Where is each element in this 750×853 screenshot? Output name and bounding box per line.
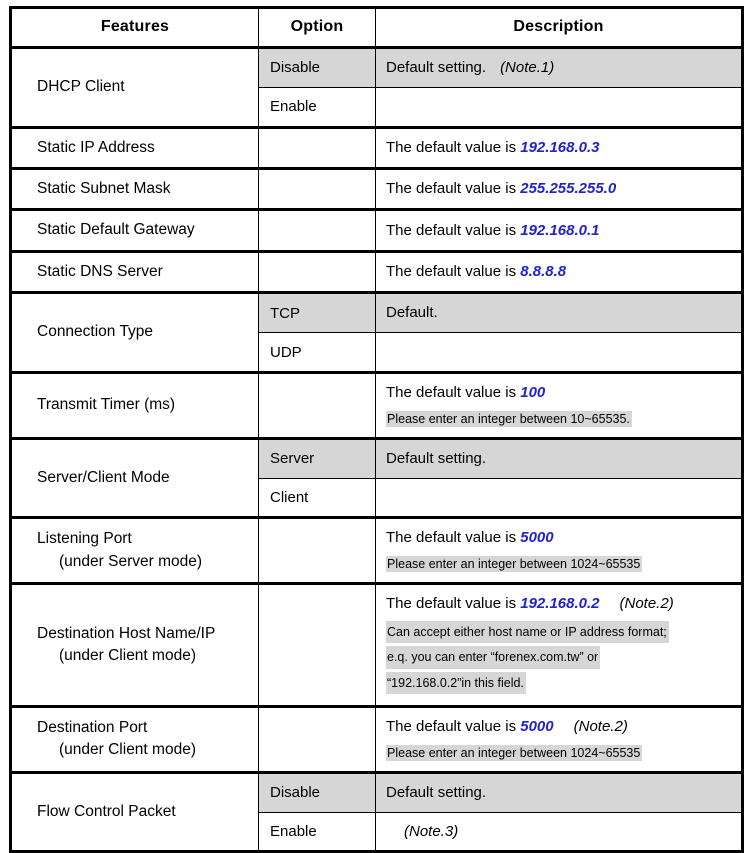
description-text: Default setting.: [386, 59, 487, 76]
description-line: [386, 57, 735, 79]
description-text: The default value is: [386, 595, 517, 613]
hint-line: Please enter an integer between 1024~65535: [387, 557, 641, 572]
description-line: [386, 96, 735, 118]
network-settings-table: [9, 6, 744, 853]
description-line: [386, 527, 735, 549]
hint-line: Please enter an integer between 1024~65535: [387, 745, 641, 760]
table-row: [11, 48, 743, 88]
feature-cell: [11, 706, 259, 772]
feature-cell: [11, 372, 259, 438]
option-cell: [259, 293, 376, 333]
default-value: 100: [520, 383, 546, 401]
table-row: [11, 210, 743, 251]
description-cell: [376, 168, 743, 209]
column-header-features: Features: [11, 8, 259, 48]
table-row: [11, 438, 743, 478]
description-hint: [386, 743, 735, 763]
option-label: Client: [270, 489, 309, 506]
feature-cell: [11, 772, 259, 852]
description-line: [386, 178, 735, 200]
description-line: [386, 716, 735, 738]
description-cell: [376, 127, 743, 168]
feature-cell: [11, 127, 259, 168]
table-row: [11, 372, 743, 438]
default-value: 5000: [520, 529, 554, 547]
description-text: The default value is: [386, 138, 517, 156]
option-cell: [259, 812, 376, 852]
description-text: Default setting.: [386, 449, 487, 467]
description-text: The default value is: [386, 263, 517, 281]
option-cell: [259, 772, 376, 812]
feature-label: Destination Host Name/IP: [37, 624, 216, 642]
description-cell: [376, 372, 743, 438]
option-cell: [259, 168, 376, 209]
description-text: Default.: [386, 304, 438, 322]
option-label: Server: [270, 450, 315, 468]
feature-cell: [11, 168, 259, 209]
description-text: The default value is: [386, 529, 517, 547]
option-label: Enable: [270, 98, 317, 116]
description-line: [386, 261, 735, 283]
description-hint: [386, 554, 735, 574]
column-header-option: Option: [259, 8, 376, 48]
feature-label: Transmit Timer (ms): [37, 396, 176, 414]
note-reference: (Note.2): [573, 717, 628, 735]
description-cell: [376, 518, 743, 584]
description-cell: [376, 251, 743, 292]
feature-label: Static Subnet Mask: [37, 179, 171, 197]
default-value: 192.168.0.1: [520, 221, 600, 239]
table-row: [11, 584, 743, 707]
feature-cell: [11, 210, 259, 251]
feature-label: Destination Port: [37, 718, 148, 736]
description-cell: [376, 87, 743, 127]
description-line: [386, 137, 735, 159]
table-body: [11, 48, 743, 852]
hint-line: Can accept either host name or IP address format;: [386, 621, 669, 643]
description-cell: [376, 478, 743, 518]
default-value: 255.255.255.0: [520, 180, 617, 198]
description-text: The default value is: [386, 717, 517, 735]
description-hint: [386, 409, 735, 429]
feature-sublabel: (under Server mode): [59, 552, 203, 570]
description-line: [386, 382, 735, 404]
table-row: [11, 706, 743, 772]
description-line: [386, 341, 735, 363]
feature-label: Static Default Gateway: [37, 221, 195, 239]
option-cell: [259, 251, 376, 292]
option-cell: [259, 478, 376, 518]
table-row: [11, 518, 743, 584]
feature-label: Static DNS Server: [37, 262, 163, 280]
feature-label: Connection Type: [37, 323, 154, 341]
note-reference: (Note.1): [500, 59, 555, 76]
default-value: 8.8.8.8: [520, 263, 567, 281]
feature-label: DHCP Client: [37, 78, 125, 96]
feature-cell: [11, 48, 259, 128]
option-cell: [259, 48, 376, 88]
description-hint: [386, 621, 735, 697]
feature-cell: [11, 251, 259, 292]
option-cell: [259, 210, 376, 251]
note-reference: (Note.3): [404, 822, 459, 840]
feature-cell: [11, 518, 259, 584]
option-cell: [259, 584, 376, 707]
table-row: [11, 127, 743, 168]
feature-cell: [11, 293, 259, 373]
option-label: UDP: [270, 343, 302, 361]
feature-label: Server/Client Mode: [37, 468, 170, 486]
header-row: [11, 8, 743, 48]
feature-label: Static IP Address: [37, 138, 155, 156]
description-cell: [376, 210, 743, 251]
description-cell: [376, 772, 743, 812]
description-line: [386, 302, 735, 324]
description-cell: [376, 333, 743, 373]
description-text: Default setting.: [386, 783, 487, 801]
note-reference: (Note.2): [619, 595, 674, 613]
option-label: Enable: [270, 823, 317, 840]
option-cell: [259, 333, 376, 373]
description-cell: [376, 812, 743, 852]
feature-cell: [11, 584, 259, 707]
option-cell: [259, 518, 376, 584]
description-cell: [376, 48, 743, 88]
option-label: TCP: [270, 304, 300, 322]
option-cell: [259, 372, 376, 438]
hint-line: “192.168.0.2”in this field.: [386, 672, 526, 694]
default-value: 5000: [520, 717, 554, 735]
table-header: [11, 8, 743, 48]
default-value: 192.168.0.2: [520, 595, 600, 613]
description-cell: [376, 584, 743, 707]
hint-line: e.q. you can enter “forenex.com.tw” or: [386, 646, 600, 668]
description-text: The default value is: [386, 180, 517, 198]
description-line: [386, 782, 735, 804]
description-line: [386, 821, 735, 843]
feature-label: Listening Port: [37, 530, 132, 548]
feature-label: Flow Control Packet: [37, 802, 176, 820]
description-line: [386, 487, 735, 509]
feature-sublabel: (under Client mode): [59, 647, 196, 665]
option-cell: [259, 127, 376, 168]
description-cell: [376, 706, 743, 772]
description-line: [386, 448, 735, 470]
option-cell: [259, 706, 376, 772]
description-line: [386, 593, 735, 615]
description-line: [386, 220, 735, 242]
table-row: [11, 772, 743, 812]
hint-line: Please enter an integer between 10~65535.: [387, 411, 630, 426]
feature-cell: [11, 438, 259, 518]
description-text: The default value is: [386, 383, 517, 401]
option-cell: [259, 87, 376, 127]
default-value: 192.168.0.3: [520, 138, 600, 156]
feature-sublabel: (under Client mode): [59, 741, 196, 759]
column-header-description: Description: [376, 8, 743, 48]
description-cell: [376, 438, 743, 478]
description-cell: [376, 293, 743, 333]
table-row: [11, 168, 743, 209]
table-row: [11, 251, 743, 292]
option-cell: [259, 438, 376, 478]
option-label: Disable: [270, 784, 321, 802]
option-label: Disable: [270, 59, 321, 77]
table-row: [11, 293, 743, 333]
description-text: The default value is: [386, 221, 517, 239]
